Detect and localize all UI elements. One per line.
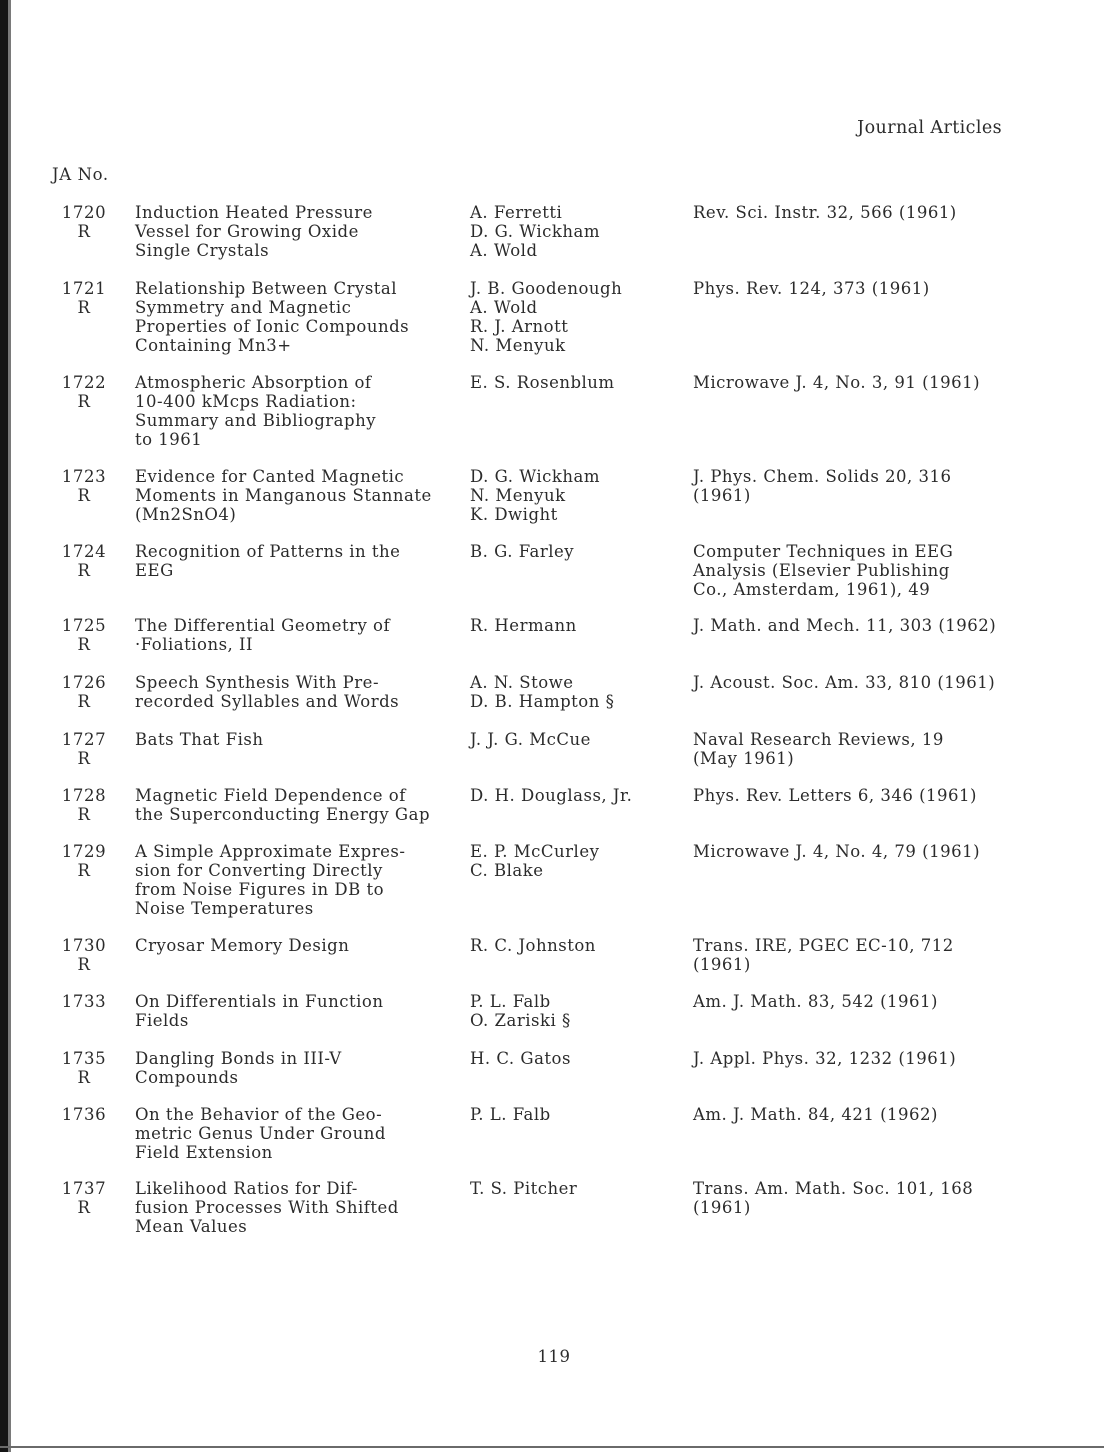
article-citation: Microwave J. 4, No. 3, 91 (1961) — [693, 373, 981, 392]
article-title: The Differential Geometry of ·Foliations, II — [135, 616, 391, 654]
article-authors: D. G. Wickham N. Menyuk K. Dwight — [470, 467, 601, 524]
section-heading: Journal Articles — [857, 118, 1002, 138]
ja-number: 1720 R — [61, 203, 107, 241]
article-authors: E. P. McCurley C. Blake — [470, 842, 600, 880]
ja-number: 1725 R — [61, 616, 107, 654]
article-title: Relationship Between Crystal Symmetry and Magnetic Properties of Ionic Compounds Containing Mn3+ — [135, 279, 410, 355]
article-citation: Microwave J. 4, No. 4, 79 (1961) — [693, 842, 981, 861]
ja-number: 1727 R — [61, 730, 107, 768]
article-authors: A. N. Stowe D. B. Hampton § — [470, 673, 615, 711]
article-authors: A. Ferretti D. G. Wickham A. Wold — [470, 203, 601, 260]
article-title: Evidence for Canted Magnetic Moments in Manganous Stannate (Mn2SnO4) — [135, 467, 432, 524]
article-title: On the Behavior of the Geo- metric Genus Under Ground Field Extension — [135, 1105, 386, 1162]
article-authors: H. C. Gatos — [470, 1049, 571, 1068]
article-citation: J. Acoust. Soc. Am. 33, 810 (1961) — [693, 673, 996, 692]
article-authors: P. L. Falb O. Zariski § — [470, 992, 571, 1030]
article-title: On Differentials in Function Fields — [135, 992, 384, 1030]
article-citation: Computer Techniques in EEG Analysis (Elsevier Publishing Co., Amsterdam, 1961), 49 — [693, 542, 954, 599]
article-citation: Am. J. Math. 84, 421 (1962) — [693, 1105, 938, 1124]
article-authors: R. C. Johnston — [470, 936, 596, 955]
ja-number: 1722 R — [61, 373, 107, 411]
article-authors: B. G. Farley — [470, 542, 575, 561]
article-authors: P. L. Falb — [470, 1105, 551, 1124]
article-citation: Trans. Am. Math. Soc. 101, 168 (1961) — [693, 1179, 974, 1217]
page-number: 119 — [537, 1347, 571, 1366]
scan-left-edge — [0, 0, 8, 1452]
ja-number: 1733 — [61, 992, 107, 1011]
ja-number: 1736 — [61, 1105, 107, 1124]
article-authors: D. H. Douglass, Jr. — [470, 786, 633, 805]
article-citation: Phys. Rev. Letters 6, 346 (1961) — [693, 786, 977, 805]
scan-bottom-edge — [0, 1446, 1104, 1448]
article-authors: E. S. Rosenblum — [470, 373, 615, 392]
ja-number: 1726 R — [61, 673, 107, 711]
ja-number: 1728 R — [61, 786, 107, 824]
article-authors: T. S. Pitcher — [470, 1179, 578, 1198]
ja-number: 1735 R — [61, 1049, 107, 1087]
ja-number: 1729 R — [61, 842, 107, 880]
article-authors: J. J. G. McCue — [470, 730, 591, 749]
ja-number: 1724 R — [61, 542, 107, 580]
article-title: Cryosar Memory Design — [135, 936, 350, 955]
article-title: Recognition of Patterns in the EEG — [135, 542, 401, 580]
article-title: Atmospheric Absorption of 10-400 kMcps Radiation: Summary and Bibliography to 1961 — [135, 373, 377, 449]
ja-number: 1737 R — [61, 1179, 107, 1217]
ja-number: 1723 R — [61, 467, 107, 505]
article-authors: J. B. Goodenough A. Wold R. J. Arnott N. Menyuk — [470, 279, 623, 355]
ja-number: 1730 R — [61, 936, 107, 974]
article-citation: Rev. Sci. Instr. 32, 566 (1961) — [693, 203, 957, 222]
article-citation: J. Math. and Mech. 11, 303 (1962) — [693, 616, 997, 635]
article-title: Speech Synthesis With Pre- recorded Syllables and Words — [135, 673, 400, 711]
article-title: Bats That Fish — [135, 730, 264, 749]
column-label-ja-no: JA No. — [52, 165, 109, 184]
article-title: Likelihood Ratios for Dif- fusion Processes With Shifted Mean Values — [135, 1179, 399, 1236]
article-title: A Simple Approximate Expres- sion for Converting Directly from Noise Figures in DB to Noise Temperatures — [135, 842, 406, 918]
article-title: Induction Heated Pressure Vessel for Growing Oxide Single Crystals — [135, 203, 373, 260]
ja-number: 1721 R — [61, 279, 107, 317]
article-citation: Trans. IRE, PGEC EC-10, 712 (1961) — [693, 936, 954, 974]
article-citation: J. Phys. Chem. Solids 20, 316 (1961) — [693, 467, 952, 505]
scan-left-edge-shadow — [8, 0, 11, 1452]
article-title: Magnetic Field Dependence of the Superconducting Energy Gap — [135, 786, 431, 824]
article-citation: Am. J. Math. 83, 542 (1961) — [693, 992, 938, 1011]
article-title: Dangling Bonds in III-V Compounds — [135, 1049, 342, 1087]
article-citation: Naval Research Reviews, 19 (May 1961) — [693, 730, 944, 768]
article-citation: J. Appl. Phys. 32, 1232 (1961) — [693, 1049, 957, 1068]
article-citation: Phys. Rev. 124, 373 (1961) — [693, 279, 930, 298]
article-authors: R. Hermann — [470, 616, 577, 635]
